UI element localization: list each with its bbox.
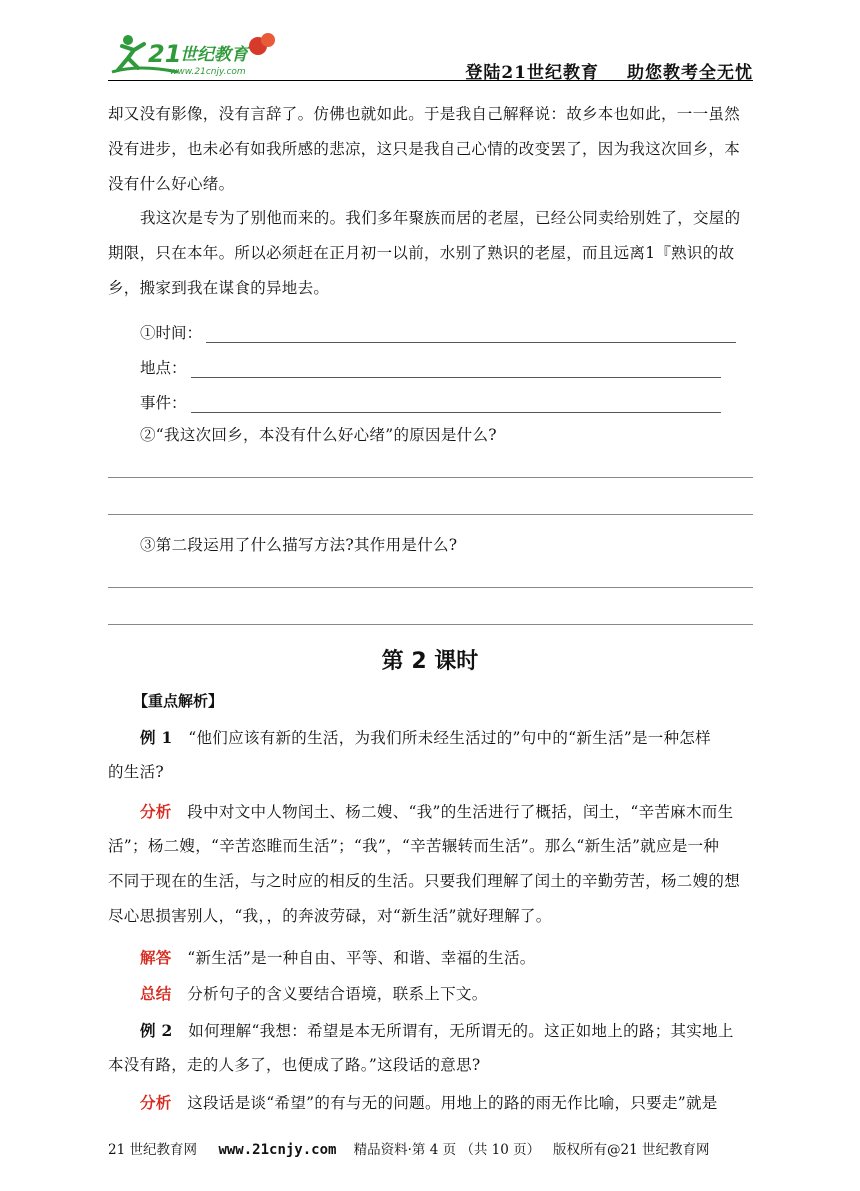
section-title: 第 2 课时 <box>381 649 479 674</box>
footer-site-link[interactable]: www.21cnjy.com <box>218 1142 337 1158</box>
analysis-label: 分析 <box>140 802 172 821</box>
page-footer <box>108 1138 753 1158</box>
passage-line: 我这次是专为了别他而来的。我们多年聚族而居的老屋，已经公同卖给别姓了，交屋的 <box>140 209 741 227</box>
question-place-row <box>140 348 721 378</box>
logo-icon <box>108 28 308 78</box>
passage-line: 没有进步，也未必有如我所感的悲凉，这只是我自己心情的改变罢了，因为我这次回乡，本 <box>108 140 741 158</box>
passage-paragraph-2 <box>108 201 753 306</box>
example-2-question <box>108 1013 753 1083</box>
example-1-label: 例 1 <box>140 728 173 747</box>
example-2-label: 例 2 <box>140 1021 173 1040</box>
answer-line[interactable] <box>108 587 753 588</box>
footer-left: 21 世纪教育网 <box>108 1142 197 1158</box>
question-2 <box>140 418 753 453</box>
question-2-text: ②“我这次回乡，本没有什么好心绪”的原因是什么? <box>140 426 497 444</box>
summary-text: 分析句子的含义要结合语境，联系上下文。 <box>187 985 488 1003</box>
page-header <box>108 28 753 83</box>
example-1-text: “他们应该有新的生活，为我们所未经生活过的”句中的“新生活”是一种怎样 <box>188 729 711 747</box>
example-2-analysis <box>108 1085 753 1120</box>
example-1-text: 的生活? <box>108 763 165 781</box>
passage-paragraph-1 <box>108 97 753 202</box>
question-event-row <box>140 383 721 413</box>
question-3-text: ③第二段运用了什么描写方法?其作用是什么? <box>140 536 458 554</box>
answer-line[interactable] <box>108 477 753 478</box>
question-time-row <box>140 313 736 343</box>
slogan-left: 登陆21世纪教育 <box>465 63 599 83</box>
place-answer-line[interactable] <box>191 363 721 378</box>
example-1-analysis <box>108 794 753 934</box>
analysis-text: 这段话是谈“希望”的有与无的问题。用地上的路的雨无作比喻，只要走”就是 <box>187 1094 718 1112</box>
analysis-label: 分析 <box>140 1093 172 1112</box>
question-event-label: 事件： <box>140 394 187 412</box>
analysis-text: 不同于现在的生活，与之时应的相反的生活。只要我们理解了闰土的辛勤劳苦，杨二嫂的想 <box>108 872 741 890</box>
example-2-text: 如何理解“我想：希望是本无所谓有，无所谓无的。这正如地上的路；其实地上 <box>188 1022 734 1040</box>
question-3 <box>140 528 753 563</box>
event-answer-line[interactable] <box>191 398 721 413</box>
svg-text:世纪教育: 世纪教育 <box>180 45 248 65</box>
analysis-text: 段中对文中人物闰土、杨二嫂、“我”的生活进行了概括，闰土，“辛苦麻木而生 <box>187 803 734 821</box>
svg-text:21: 21 <box>148 40 182 68</box>
analysis-text: 活”；杨二嫂，“辛苦恣睢而生活”；“我”，“辛苦辗转而生活”。那么“新生活”就应是一种 <box>108 837 720 855</box>
header-divider <box>108 80 753 81</box>
footer-page-info: 精品资料·第 4 页 （共 10 页） <box>353 1142 541 1158</box>
summary-label: 总结 <box>140 984 172 1003</box>
passage-line: 期限，只在本年。所以必须赶在正月初一以前，水别了熟识的老屋，而且远离1『熟识的故 <box>108 244 735 262</box>
answer-label: 解答 <box>140 948 172 967</box>
svg-text:www.21cnjy.com: www.21cnjy.com <box>170 67 246 77</box>
time-answer-line[interactable] <box>206 328 736 343</box>
footer-copyright: 版权所有@21 世纪教育网 <box>553 1142 710 1158</box>
section-subheading: 【重点解析】 <box>133 692 224 710</box>
example-1-answer <box>108 940 753 975</box>
question-time-label: ①时间： <box>140 324 203 342</box>
answer-line[interactable] <box>108 624 753 625</box>
passage-line: 没有什么好心绪。 <box>108 175 235 193</box>
example-1-question <box>108 720 753 790</box>
passage-line: 却又没有影像，没有言辞了。仿佛也就如此。于是我自己解释说：故乡本也如此，一一虽然 <box>108 105 741 123</box>
answer-line[interactable] <box>108 514 753 515</box>
answer-text: “新生活”是一种自由、平等、和谐、幸福的生活。 <box>187 949 536 967</box>
slogan-right: 助您教考全无忧 <box>627 63 753 83</box>
example-2-text: 本没有路，走的人多了，也便成了路。”这段话的意思? <box>108 1056 481 1074</box>
question-place-label: 地点： <box>140 359 187 377</box>
example-1-summary <box>108 976 753 1011</box>
analysis-text: 尽心思损害别人，“我，，的奔波劳碌，对“新生活”就好理解了。 <box>108 907 552 925</box>
passage-line: 乡，搬家到我在谋食的异地去。 <box>108 279 330 297</box>
